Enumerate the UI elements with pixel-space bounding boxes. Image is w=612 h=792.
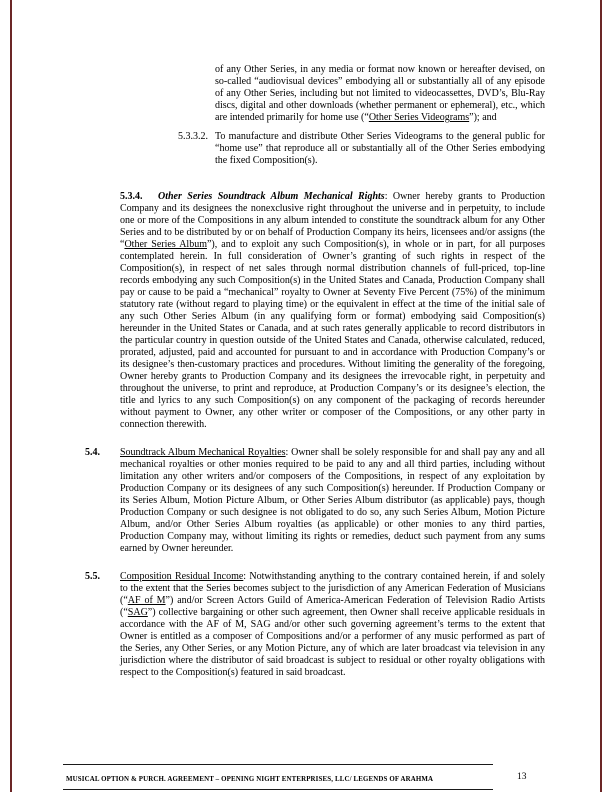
clause-heading: Soundtrack Album Mechanical Royalties [120,447,286,458]
clause-number: 5.3.4. [120,191,143,202]
defined-term-sag: SAG [127,607,148,618]
defined-term-af-of-m: AF of M [127,595,166,606]
clause-text: ”); and [469,112,497,123]
clause-text: : Owner shall be solely responsible for and shall pay any and all mechanical royalties or other monies required to be paid to any and all third parties, including without limitation any other writers and/or composers of the Compositions, in respect of any exploitation by Production Company or its designees of any such Composition(s) hereunder. If Production Company or its Series Album, Motion Picture Album, or Other Series Album distributor (as applicable) pays, though Production Company or such designee is not obligated to do so, any such Series Album, Motion Picture Album, and/or Other Series Album royalties (as applicable) or other monies to any third parties, Production Company may, without limiting its rights or remedies, deduct such payment from any sums earned by Owner hereunder. [120,447,546,554]
page-number: 13 [517,772,527,782]
clause-54 [85,447,545,555]
clause-text: of any Other Series, in any media or format now known or hereafter devised, on so-called “audiovisual devices” embodying all or substantially all of any episode of any Other Series, including but not limited to videocassettes, DVD’s, Blu-Ray discs, digital and other downloads (whether permanent or ephemeral), etc., which are intended primarily for home use (“ [215,64,545,123]
clause-heading: Other Series Soundtrack Album Mechanical Rights [158,191,385,202]
page-edge-line-right [600,0,602,792]
clause-text: : Owner hereby grants to Production Company and its designees the nonexclusive right throughout the universe and in perpetuity, to include one or more of the Compositions in any album intended to constitute the soundtrack album for any Other Series and to be distributed by or on behalf of Production Company its heirs, licensees and/or assigns (the “ [120,191,545,250]
clause-text: ”) and/or Screen Actors Guild of America-American Federation of Television Radio Artists (“ [120,595,545,618]
defined-term-other-series-videograms: Other Series Videograms [368,112,470,123]
clause-number: 5.3.3.2. [178,131,208,142]
clause-text: To manufacture and distribute Other Series Videograms to the general public for “home use” that reproduce all or substantially all of the Other Series embodying the fixed Composition(s). [215,131,545,166]
clause-534 [85,191,545,431]
footer-rule-box [63,764,493,790]
clause-heading: Composition Residual Income [120,571,244,582]
clause-5331-continuation [85,64,545,124]
clause-text: ”) collective bargaining or other such agreement, then Owner shall receive applicable residuals in accordance with the AF of M, SAG and/or other such governing agreement’s terms to the extent that Owner is entitled as a composer of Compositions and/or a performer of any music performed as part of the Series, any Other Series, or any Motion Picture, any of which are later broadcast via television in any jurisdiction where the distributor of said broadcast is subject to residual or other royalty obligations with respect to the Composition(s) featured in said broadcast. [120,607,545,678]
contract-body [85,64,545,679]
clause-number: 5.4. [85,447,100,458]
footer-document-title: MUSICAL OPTION & PURCH. AGREEMENT – OPENING NIGHT ENTERPRISES, LLC/ LEGENDS OF ARAHMA [66,776,434,783]
page-edge-line-left [10,0,12,792]
clause-text: ”), and to exploit any such Composition(s), in whole or in part, for all purposes contemplated herein. In full consideration of Owner’s granting of such rights in respect of the Composition(s), in respect of net sales through normal distribution channels of full-priced, top-line records embodying any such Composition(s) in the United States and Canada, Production Company shall pay or cause to be paid a “mechanical” royalty to Owner at Seventy Five Percent (75%) of the minimum statutory rate (without regard to playing time) or the equivalent in effect at the time of the initial sale of any such Other Series Album (in any qualifying form or format) embodying said Composition(s) hereunder in the United States or Canada, and at such rates generally applicable to record distributors in the particular country in question outside of the United States and Canada, otherwise calculated, reduced, prorated, adjusted, paid and accounted for pursuant to and in accordance with Production Company’s or its designee’s then-customary practices and procedures. Without limiting the generality of the foregoing, Owner hereby grants to Production Company and its designees the irrevocable right, in perpetuity and throughout the universe, to print and reproduce, at Production Company’s or its designee’s election, the title and lyrics to any such Composition(s) on any component of the packaging of records hereunder without payment to Owner, any other writer or composer of the Compositions, or any other party in connection therewith. [120,239,545,430]
clause-5332 [85,131,545,167]
defined-term-other-series-album: Other Series Album [124,239,207,250]
clause-number: 5.5. [85,571,100,582]
clause-text: : Notwithstanding anything to the contrary contained herein, if and solely to the extent that the Series becomes subject to the jurisdiction of any American Federation of Musicians (“ [120,571,546,606]
page-footer [63,764,562,790]
clause-55 [85,571,545,679]
